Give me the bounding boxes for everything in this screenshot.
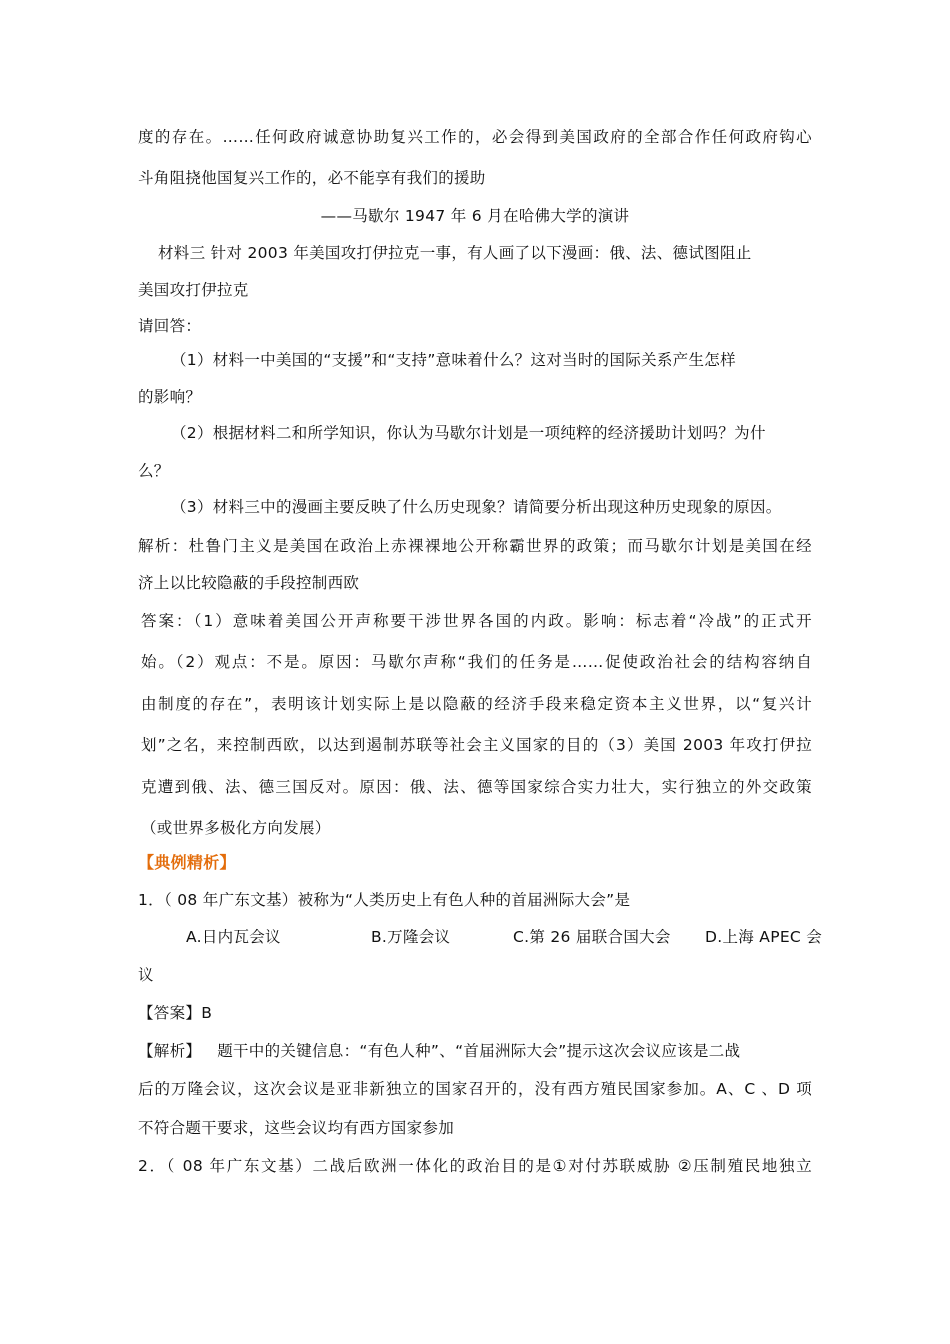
- example1-analysis-line2: 后的万隆会议，这次会议是亚非新独立的国家召开的，没有西方殖民国家参加。A、C 、D 项: [138, 1080, 812, 1098]
- answer-line3: 由制度的存在”，表明该计划实际上是以隐蔽的经济手段来稳定资本主义世界，以“复兴计: [141, 695, 812, 713]
- question-1-line2: 的影响？: [138, 388, 202, 406]
- material3-line1: 材料三 针对 2003 年美国攻打伊拉克一事，有人画了以下漫画：俄、法、德试图阻止: [158, 244, 752, 262]
- analysis-line2: 济上以比较隐蔽的手段控制西欧: [138, 574, 360, 592]
- material2-source: ——马歇尔 1947 年 6 月在哈佛大学的演讲: [320, 207, 630, 225]
- example1-analysis-line1: [138, 1040, 740, 1062]
- answer-line1: 答案：（1）意味着美国公开声称要干涉世界各国的内政。影响：标志着“冷战”的正式开: [141, 612, 812, 630]
- example2-stem: 2．（ 08 年广东文基）二战后欧洲一体化的政治目的是①对付苏联威胁 ②压制殖民地独立: [138, 1157, 812, 1175]
- analysis-label: 【解析】: [138, 1042, 202, 1060]
- analysis-line1: 解析：杜鲁门主义是美国在政治上赤裸裸地公开称霸世界的政策；而马歇尔计划是美国在经: [138, 537, 812, 555]
- example1-analysis-line3: 不符合题干要求，这些会议均有西方国家参加: [138, 1119, 455, 1137]
- question-2-line2: 么？: [138, 462, 170, 480]
- option-d: D.上海 APEC 会: [705, 928, 823, 946]
- question-1-line1: （1）材料一中美国的“支援”和“支持”意味着什么？这对当时的国际关系产生怎样: [171, 351, 736, 369]
- option-d-continued: 议: [138, 966, 154, 984]
- example1-stem: 1．（ 08 年广东文基）被称为“人类历史上有色人种的首届洲际大会”是: [138, 891, 631, 909]
- section-heading: 【典例精析】: [138, 853, 236, 872]
- option-c: C.第 26 届联合国大会: [513, 928, 671, 946]
- answer-value: B: [201, 1004, 213, 1022]
- option-a: A.日内瓦会议: [186, 928, 281, 946]
- example1-answer: [138, 1002, 212, 1024]
- answer-line6: （或世界多极化方向发展）: [141, 819, 331, 837]
- analysis-text: 题干中的关键信息：“有色人种”、“首届洲际大会”提示这次会议应该是二战: [217, 1042, 741, 1060]
- answer-line4: 划”之名，来控制西欧，以达到遏制苏联等社会主义国家的目的（3）美国 2003 年攻打伊拉: [141, 736, 812, 754]
- answer-line2: 始。（2）观点：不是。原因：马歇尔声称“我们的任务是……促使政治社会的结构容纳自: [141, 653, 812, 671]
- question-3-line1: （3）材料三中的漫画主要反映了什么历史现象？请简要分析出现这种历史现象的原因。: [171, 498, 782, 516]
- questions-prompt: 请回答：: [138, 317, 202, 335]
- option-b: B.万隆会议: [371, 928, 451, 946]
- question-2-line1: （2）根据材料二和所学知识，你认为马歇尔计划是一项纯粹的经济援助计划吗？为什: [171, 424, 766, 442]
- answer-label: 【答案】: [138, 1004, 202, 1022]
- material3-line2: 美国攻打伊拉克: [138, 281, 249, 299]
- answer-line5: 克遭到俄、法、德三国反对。原因：俄、法、德等国家综合实力壮大，实行独立的外交政策: [141, 778, 812, 796]
- material2-line1: 度的存在。……任何政府诚意协助复兴工作的，必会得到美国政府的全部合作任何政府钩心: [138, 128, 812, 146]
- material2-line2: 斗角阻挠他国复兴工作的，必不能享有我们的援助: [138, 169, 486, 187]
